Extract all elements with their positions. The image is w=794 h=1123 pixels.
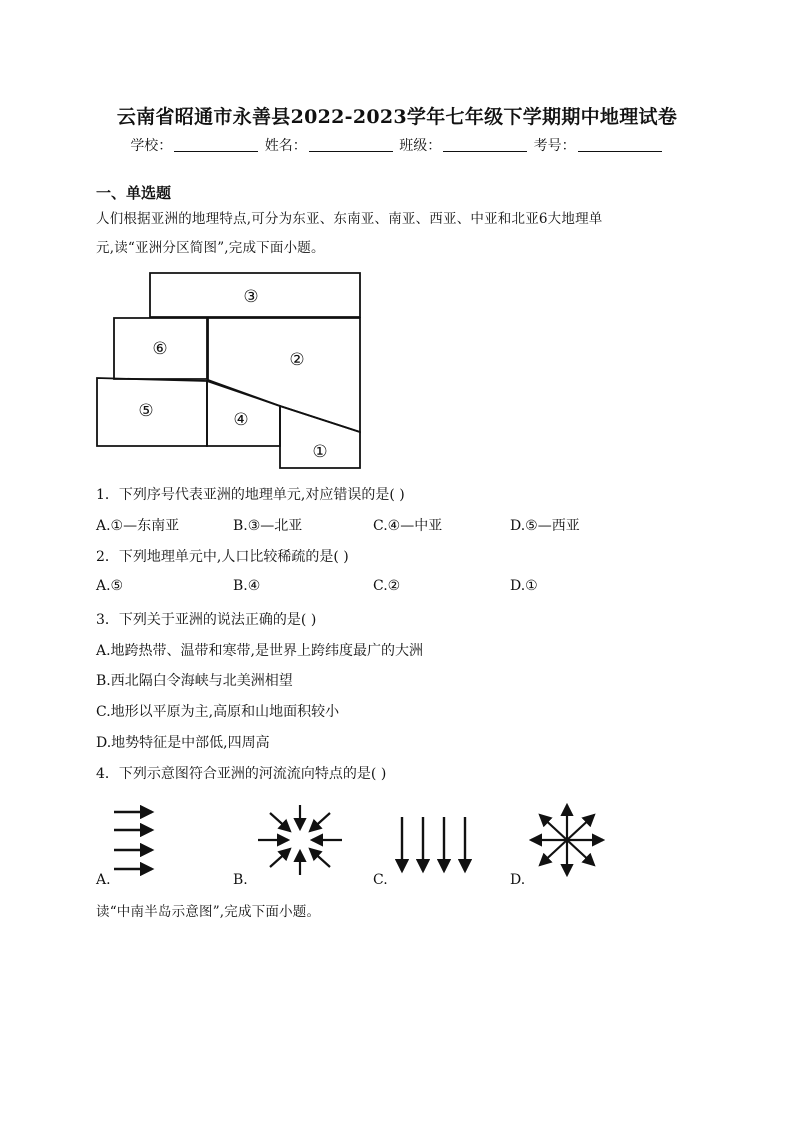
asia-region-map <box>90 268 370 476</box>
map-label-4: ④ <box>233 410 249 430</box>
map-label-6: ⑥ <box>152 339 168 359</box>
question-2-stem: 2．下列地理单元中,人口比较稀疏的是( ) <box>96 549 349 565</box>
q1-option-a[interactable]: A.①—东南亚 <box>96 518 180 534</box>
intro-text-line1: 人们根据亚洲的地理特点,可分为东亚、东南亚、南亚、西亚、中亚和北亚6大地理单 <box>96 211 603 227</box>
map-label-3: ③ <box>243 287 259 307</box>
section-heading: 一、单选题 <box>96 184 172 202</box>
parallel-right-arrows-icon <box>112 803 162 877</box>
parallel-down-arrows-icon <box>392 815 474 881</box>
q3-option-c[interactable]: C.地形以平原为主,高原和山地面积较小 <box>96 704 340 720</box>
next-passage-intro: 读“中南半岛示意图”,完成下面小题。 <box>96 904 321 920</box>
outward-radial-arrows-icon <box>522 799 612 881</box>
exam-title: 云南省昭通市永善县2022-2023学年七年级下学期期中地理试卷 <box>116 106 678 128</box>
q3-option-d[interactable]: D.地势特征是中部低,四周高 <box>96 735 270 751</box>
school-blank[interactable] <box>174 137 258 152</box>
q4-option-c[interactable]: C. <box>373 872 388 888</box>
map-label-1: ① <box>312 442 328 462</box>
q1-option-b[interactable]: B.③—北亚 <box>233 518 303 534</box>
q1-option-c[interactable]: C.④—中亚 <box>373 518 443 534</box>
class-label: 班级： <box>399 138 442 154</box>
q3-option-a[interactable]: A.地跨热带、温带和寒带,是世界上跨纬度最广的大洲 <box>96 643 424 659</box>
question-1-stem: 1．下列序号代表亚洲的地理单元,对应错误的是( ) <box>96 487 405 503</box>
name-blank[interactable] <box>309 137 393 152</box>
exam-number-label: 考号： <box>533 138 576 154</box>
q2-option-c[interactable]: C.② <box>373 578 401 594</box>
map-label-5: ⑤ <box>138 401 154 421</box>
q3-option-b[interactable]: B.西北隔白令海峡与北美洲相望 <box>96 673 293 689</box>
student-info-row <box>0 135 794 155</box>
exam-number-blank[interactable] <box>578 137 662 152</box>
q2-option-b[interactable]: B.④ <box>233 578 261 594</box>
name-label: 姓名： <box>264 138 307 154</box>
inward-radial-arrows-icon <box>254 803 346 877</box>
question-4-stem: 4．下列示意图符合亚洲的河流流向特点的是( ) <box>96 766 387 782</box>
question-3-stem: 3．下列关于亚洲的说法正确的是( ) <box>96 612 317 628</box>
q2-option-d[interactable]: D.① <box>510 578 538 594</box>
q1-option-d[interactable]: D.⑤—西亚 <box>510 518 580 534</box>
q2-option-a[interactable]: A.⑤ <box>96 578 124 594</box>
map-label-2: ② <box>289 350 305 370</box>
q4-option-d[interactable]: D. <box>510 872 526 888</box>
class-blank[interactable] <box>443 137 527 152</box>
intro-text-line2: 元,读“亚洲分区简图”,完成下面小题。 <box>96 240 325 256</box>
school-label: 学校： <box>130 138 173 154</box>
q4-option-a[interactable]: A. <box>96 872 111 888</box>
q4-option-b[interactable]: B. <box>233 872 248 888</box>
